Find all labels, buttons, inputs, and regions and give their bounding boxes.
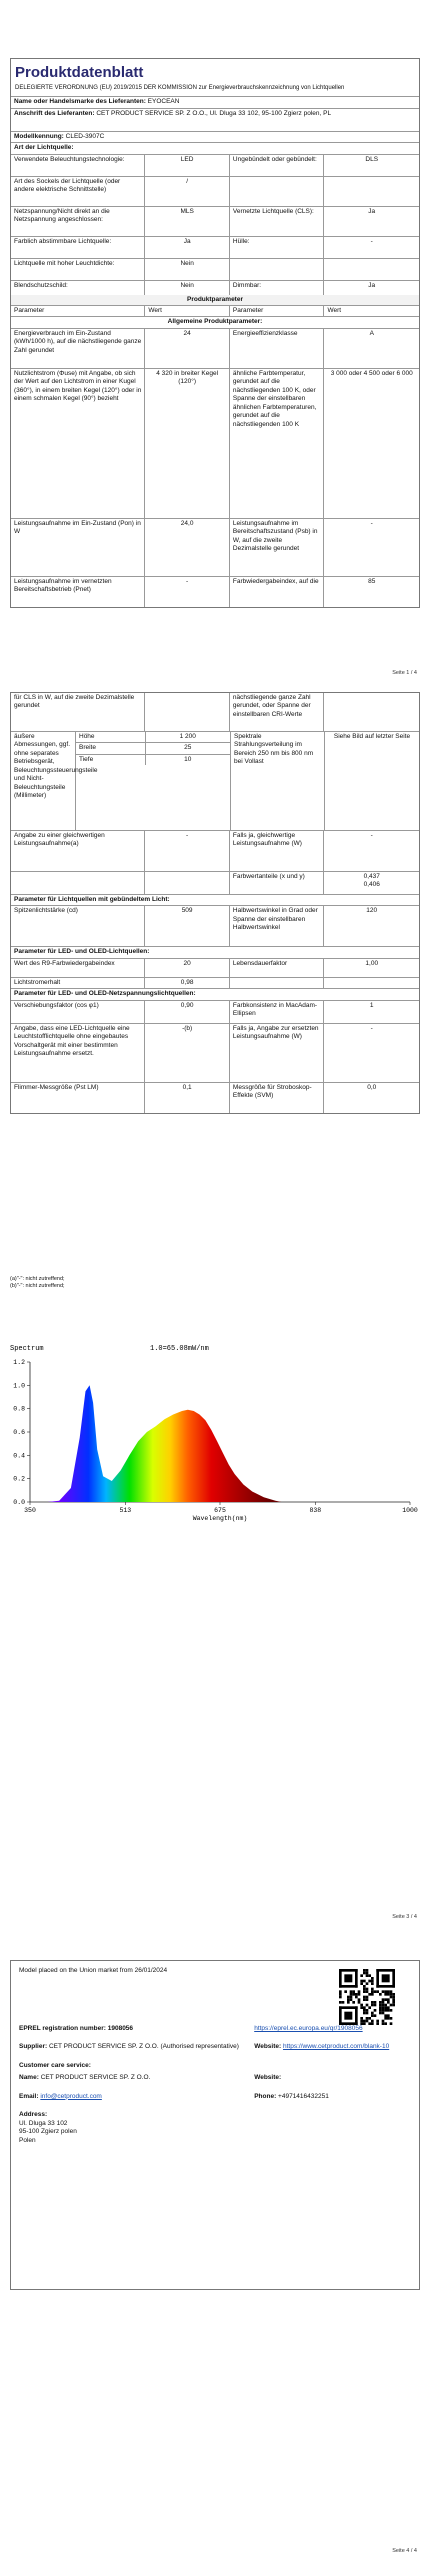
param-label: Nutzlichtstrom (Φuse) mit Angabe, ob sich der Wert auf den Lichtstrom in einer Kugel (360°), in einem breiten Kegel (120°) oder in einem schmalen Kegel (90°) bezieht (11, 369, 145, 518)
param-value: Nein (145, 259, 230, 280)
param-label: Blendschutzschild: (11, 281, 145, 295)
supplier-name: EYOCEAN (147, 98, 180, 106)
spectrum-area (48, 1385, 282, 1502)
r9-value: 20 (145, 959, 230, 977)
replace-r-value: - (370, 1024, 373, 1032)
param-value: - (370, 237, 373, 245)
param-label: Energieeffizienzklasse (230, 329, 325, 368)
dimensions-label: äußere Abmessungen, ggf. ohne separates Betriebsgerät, Beleuchtungssteuerungsteile und Nicht-Beleuchtungsteile (Millimeter) (11, 732, 76, 830)
param-label (230, 177, 325, 206)
param-label: Leistungsaufnahme im Ein-Zustand (Pon) in W (11, 519, 145, 576)
maint-value: 0,98 (145, 978, 230, 988)
website-label: Website: (254, 2043, 282, 2051)
website2-label: Website: (254, 2074, 282, 2082)
param-label: Vernetzte Lichtquelle (CLS): (230, 207, 325, 236)
param-value: 24,0 (145, 519, 230, 576)
datasheet-table-2 (10, 692, 420, 1114)
phone-value: +4971416432251 (278, 2092, 329, 2100)
footnote-b: (b)"-": nicht zutreffend; (10, 1283, 65, 1290)
page-4 (0, 1934, 427, 2560)
header-block (11, 59, 419, 97)
datasheet-table-1 (10, 58, 420, 608)
y-tick-label: 0.6 (13, 1429, 25, 1436)
dim-width-label: Breite (76, 743, 146, 753)
beam-label: Halbwertswinkel in Grad oder Spanne der einstellbaren Halbwertswinkel (230, 906, 325, 946)
page-number: Seite 4 / 4 (392, 2548, 417, 2554)
param-value: A (369, 329, 374, 337)
x-axis-label: Wavelength(nm) (192, 1515, 248, 1522)
param-value (324, 259, 419, 280)
param-label: ähnliche Farbtemperatur, gerundet auf die nächstliegenden 100 K, oder Spanne der einstellbaren ähnlichen Farbtemperaturen, gerundet auf die nächstliegenden 100 K (230, 369, 325, 518)
param-label: Verwendete Beleuchtungstechnologie: (11, 155, 145, 176)
y-tick-label: 1.2 (13, 1359, 25, 1366)
strobo-value: 0,0 (367, 1083, 377, 1091)
dim-width-value: 25 (184, 744, 192, 752)
param-label: Leistungsaufnahme im Bereitschaftszustand (Psb) in W, auf die zweite Dezimalstelle gerundet (230, 519, 325, 576)
param-label: Ungebündelt oder gebündelt: (230, 155, 325, 176)
life-value: 1,00 (365, 959, 379, 967)
phone-label: Phone: (254, 2092, 277, 2100)
macadam-value: 1 (369, 1001, 374, 1009)
dim-depth-value: 10 (184, 755, 192, 763)
dim-height-value: 1 200 (179, 733, 196, 740)
table-row (11, 519, 419, 577)
product-params-heading: Produktparameter (187, 295, 243, 303)
peak-label: Spitzenlichtstärke (cd) (11, 906, 145, 946)
x-tick-label: 350 (24, 1507, 36, 1514)
flicker-value: 0,1 (145, 1083, 230, 1113)
eprel-info-box (10, 1960, 420, 2290)
param-value: 85 (368, 577, 376, 585)
table-row (11, 369, 419, 519)
param-label (230, 259, 325, 280)
page-1 (0, 0, 427, 682)
dim-height-label: Höhe (76, 732, 146, 742)
cont-right: nächstliegende ganze Zahl gerundet, oder Spanne der einstellbaren CRI-Werte (230, 693, 325, 731)
param-label: Farbwiedergabeindex, auf die (230, 577, 325, 607)
param-value: Nein (145, 281, 230, 295)
equiv-label: Angabe zu einer gleichwertigen Leistungsaufnahme(a) (11, 831, 145, 871)
macadam-label: Farbkonsistenz in MacAdam-Ellipsen (230, 1001, 325, 1023)
replace-label: Angabe, dass eine LED-Lichtquelle eine Leuchtstofflichtquelle ohne eingebautes Vorschaltgerät mit einer bestimmten Leistungsaufnahme ersetzt. (11, 1024, 145, 1082)
page-number: Seite 3 / 4 (392, 1914, 417, 1920)
website-link[interactable]: https://www.cetproduct.com/blank-10 (282, 2043, 390, 2051)
table-row (11, 207, 419, 237)
eprel-number: 1908056 (107, 2025, 134, 2032)
directional-heading: Parameter für Lichtquellen mit gebündeltem Licht: (14, 896, 170, 903)
col-header-param-2: Parameter (230, 306, 325, 316)
peak-value: 509 (145, 906, 230, 946)
chroma-value: 0,437 0,406 (363, 873, 380, 889)
y-tick-label: 0.8 (13, 1405, 25, 1413)
address-line-2: 95-100 Zgierz polen (19, 2128, 77, 2136)
flicker-label: Flimmer-Messgröße (Pst LM) (11, 1083, 145, 1113)
x-tick-label: 1000 (402, 1507, 418, 1514)
regulation-text: DELEGIERTE VERORDNUNG (EU) 2019/2015 DER KOMMISSION zur Energieverbrauchskennzeichnung von Lichtquellen (15, 84, 345, 91)
param-label: Netzspannung/Nicht direkt an die Netzspannung angeschlossen: (11, 207, 145, 236)
param-value: - (145, 577, 230, 607)
param-value: DLS (365, 155, 379, 163)
qr-code-icon[interactable] (339, 1969, 395, 2025)
cos-label: Verschiebungsfaktor (cos φ1) (11, 1001, 145, 1023)
x-tick-label: 513 (119, 1507, 132, 1514)
table-row (11, 281, 419, 295)
param-value: - (370, 519, 373, 527)
x-tick-label: 838 (309, 1507, 322, 1514)
address: CET PRODUCT SERVICE SP. Z O.O., Ul. Dluga 33 102, 95-100 Zgierz polen, PL (96, 109, 332, 117)
replace-r-label: Falls ja, Angabe zur ersetzten Leistungsaufnahme (W) (230, 1024, 325, 1082)
name-label: Name: (19, 2074, 39, 2082)
page-2 (0, 682, 427, 1316)
spectral-label: Spektrale Strahlungsverteilung im Bereich 250 nm bis 800 nm bei Vollast (231, 732, 325, 830)
dim-depth-label: Tiefe (76, 755, 146, 765)
supplier-value: CET PRODUCT SERVICE SP. Z O.O. (Authorised representative) (48, 2043, 239, 2051)
type-label: Art der Lichtquelle: (14, 144, 74, 152)
y-tick-label: 0.4 (13, 1452, 25, 1460)
table-row (11, 259, 419, 281)
equiv-value: - (145, 831, 230, 871)
chart-annotation: 1.0=65.08mW/nm (150, 1345, 209, 1353)
param-value: Ja (368, 207, 376, 215)
r9-label: Wert des R9-Farbwiedergabeindex (11, 959, 145, 977)
col-header-value-1: Wert (145, 306, 230, 316)
table-row (11, 177, 419, 207)
param-label: Dimmbar: (230, 281, 325, 295)
col-header-value-2: Wert (327, 307, 342, 315)
customer-care-label: Customer care service: (19, 2061, 91, 2069)
address-line-1: Ul. Dluga 33 102 (19, 2119, 68, 2127)
footnote-a: (a)"-": nicht zutreffend; (10, 1276, 65, 1282)
param-value: LED (145, 155, 230, 176)
y-tick-label: 0.2 (13, 1475, 25, 1483)
spectrum-chart (10, 1342, 420, 1522)
equiv-r-value: - (370, 832, 373, 839)
y-tick-label: 1.0 (13, 1382, 25, 1390)
cont-left: für CLS in W, auf die zweite Dezimalstelle gerundet (11, 693, 145, 731)
param-value: Ja (145, 237, 230, 258)
param-value: 3 000 oder 4 500 oder 6 000 (330, 369, 413, 377)
eprel-label: EPREL registration number: (19, 2025, 106, 2032)
y-tick-label: 0.0 (13, 1499, 25, 1506)
mains-heading: Parameter für LED- und OLED-Netzspannungslichtquellen: (14, 990, 196, 998)
strobo-label: Messgröße für Stroboskop-Effekte (SVM) (230, 1083, 325, 1113)
address-label-4: Address: (19, 2111, 48, 2119)
table-row (11, 155, 419, 177)
param-label: Art des Sockels der Lichtquelle (oder andere elektrische Schnittstelle) (11, 177, 145, 206)
model-label: Modellkennung: (14, 132, 64, 140)
beam-value: 120 (366, 907, 378, 915)
param-label: Farblich abstimmbare Lichtquelle: (11, 237, 145, 258)
table-row (11, 577, 419, 607)
footnotes (10, 1276, 65, 1290)
page-3 (0, 1316, 427, 1934)
chart-title: Spectrum (10, 1345, 44, 1353)
x-tick-label: 675 (214, 1507, 226, 1514)
life-label: Lebensdauerfaktor (230, 959, 325, 977)
param-label: Lichtquelle mit hoher Leuchtdichte: (11, 259, 145, 280)
replace-value: -(b) (145, 1024, 230, 1082)
supplier-name-label: Name oder Handelsmarke des Lieferanten: (14, 98, 146, 106)
email-link[interactable]: info@cetproduct.com (40, 2092, 102, 2100)
param-value: / (145, 177, 230, 206)
param-label: Leistungsaufnahme im vernetzten Bereitschaftsbetrieb (Pnet) (11, 577, 145, 607)
param-label: Energieverbrauch im Ein-Zustand (kWh/1000 h), auf die nächstliegende ganze Zahl gerundet (11, 329, 145, 368)
supplier-label: Supplier: (19, 2043, 48, 2051)
cos-value: 0,90 (145, 1001, 230, 1023)
param-value: 24 (145, 329, 230, 368)
col-header-param-1: Parameter (11, 306, 145, 316)
page-number: Seite 1 / 4 (392, 670, 417, 676)
chroma-label: Farbwertanteile (x und y) (230, 872, 325, 894)
table-row (11, 329, 419, 369)
eprel-link[interactable]: https://eprel.ec.europa.eu/qr/1908056 (254, 2025, 363, 2032)
maint-label: Lichtstromerhalt (11, 978, 145, 988)
name-value: CET PRODUCT SERVICE SP. Z O.O. (40, 2074, 151, 2082)
placed-text: Model placed on the Union market from 26/01/2024 (19, 1967, 168, 1974)
table-row (11, 237, 419, 259)
param-label: Hülle: (230, 237, 325, 258)
address-label: Anschrift des Lieferanten: (14, 109, 95, 117)
spectral-value: Siehe Bild auf letzter Seite (333, 733, 411, 740)
led-heading: Parameter für LED- und OLED-Lichtquellen: (14, 948, 150, 956)
email-label: Email: (19, 2092, 39, 2100)
equiv-r-label: Falls ja, gleichwertige Leistungsaufnahme (W) (230, 831, 325, 871)
param-value (324, 177, 419, 206)
param-value: Ja (368, 281, 376, 289)
page-title: Produktdatenblatt (15, 64, 144, 81)
model-id: CLED-3907C (65, 132, 105, 140)
general-params-heading: Allgemeine Produktparameter: (167, 318, 263, 326)
param-value: MLS (145, 207, 230, 236)
param-value: 4 320 in breiter Kegel (120°) (145, 369, 230, 518)
address-line-3: Polen (19, 2136, 36, 2144)
